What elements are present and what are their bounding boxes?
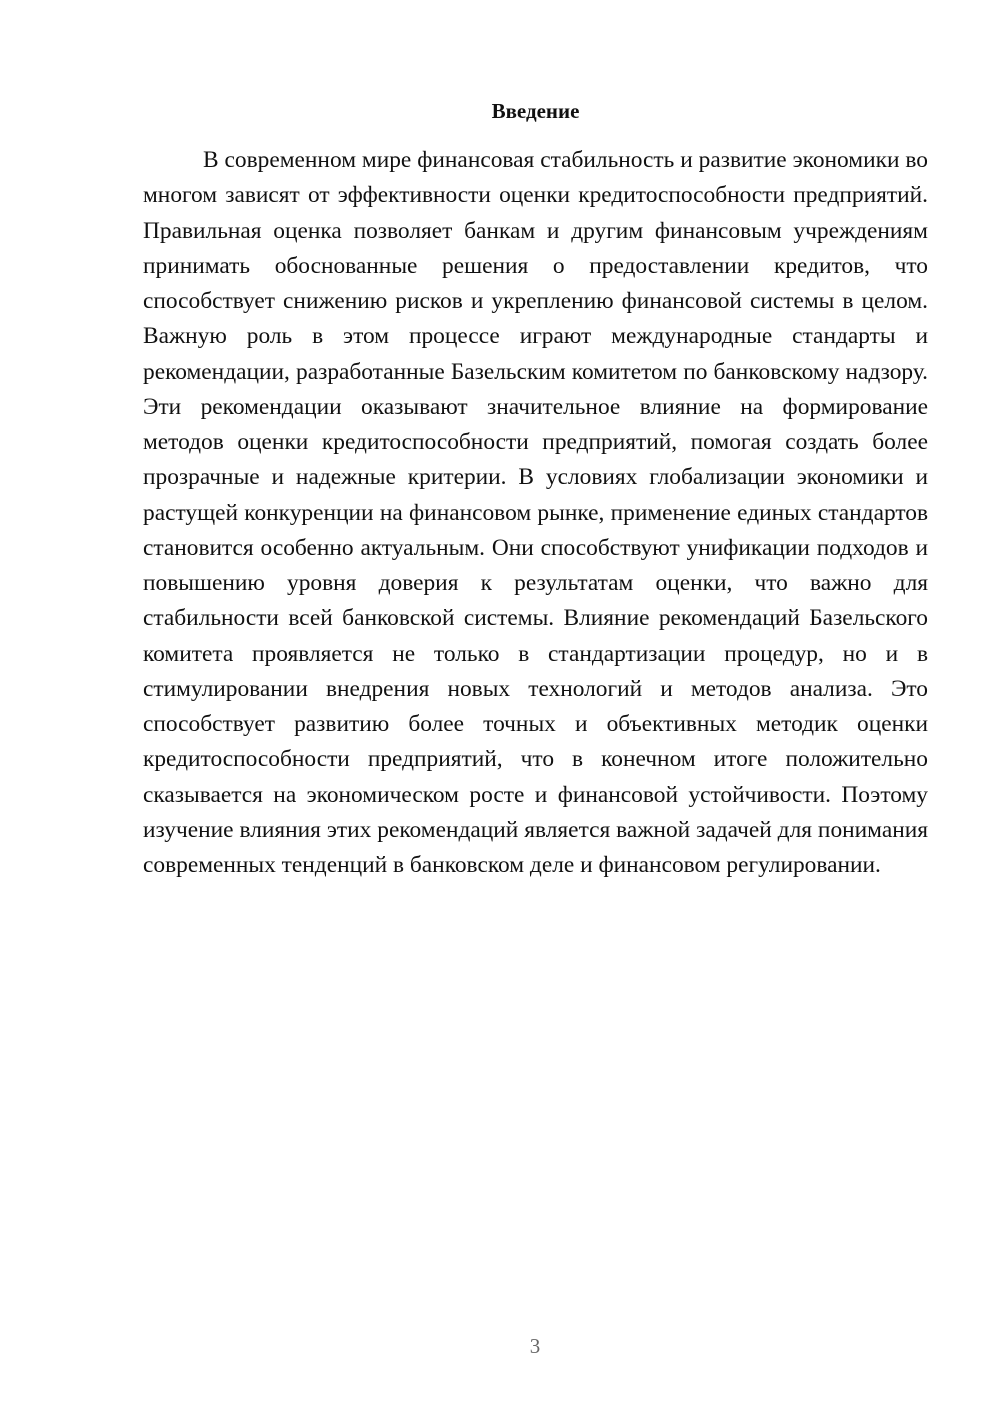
page-number: 3 [529,1334,541,1358]
body-paragraph: В современном мире финансовая стабильность и развитие экономики во многом зависят от эффективности оценки кредитоспособности предприятий. Правильная оценка позволяет банкам и другим финансовым учреждениям принимать обоснованные решения о предоставлении кредитов, что способствует снижению рисков и укреплению финансовой системы в целом. Важную роль в этом процессе играют международные стандарты и рекомендации, разработанные Базельским комитетом по банковскому надзору. Эти рекомендации оказывают значительное влияние на формирование методов оценки кредитоспособности предприятий, помогая создать более прозрачные и надежные критерии. В условиях глобализации экономики и растущей конкуренции на финансовом рынке, применение единых стандартов становится особенно актуальным. Они способствуют унификации подходов и повышению уровня доверия к результатам оценки, что важно для стабильности всей банковской системы. Влияние рекомендаций Базельского комитета проявляется не только в стандартизации процедур, но и в стимулировании внедрения новых технологий и методов анализа. Это способствует развитию более точных и объективных методик оценки кредитоспособности предприятий, что в конечном итоге положительно сказывается на экономическом росте и финансовой устойчивости. Поэтому изучение влияния этих рекомендаций является важной задачей для понимания современных тенденций в банковском деле и финансовом регулировании. [143,147,928,878]
section-heading: Введение [491,99,580,123]
